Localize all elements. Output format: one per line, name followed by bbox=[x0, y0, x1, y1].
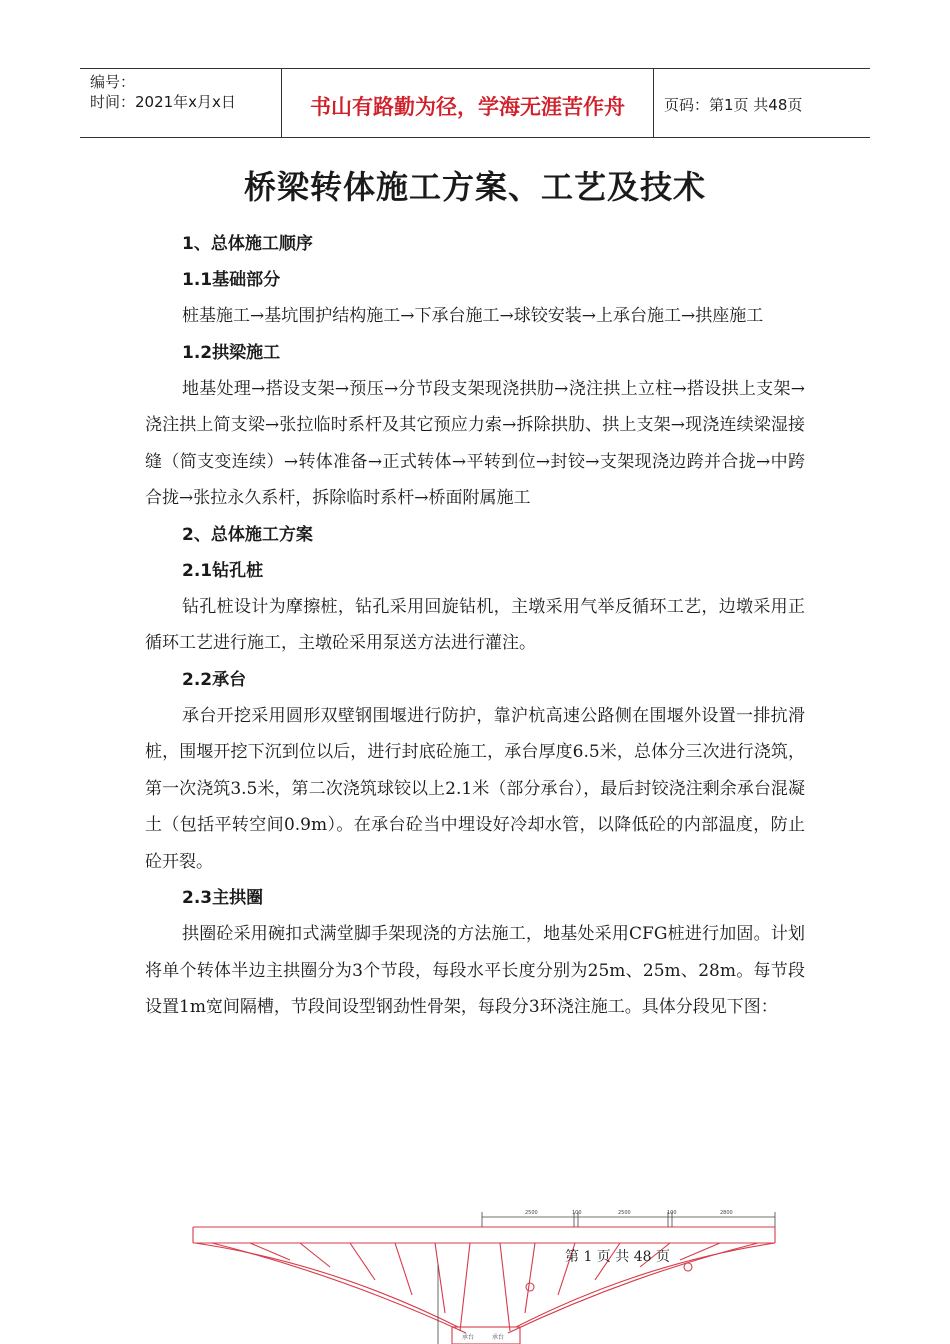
section-heading: 2.2承台 bbox=[182, 669, 247, 690]
dim-label-2: 100 bbox=[572, 1210, 582, 1216]
section-heading: 2、总体施工方案 bbox=[182, 524, 313, 545]
page-header bbox=[80, 68, 870, 138]
document-body bbox=[145, 226, 805, 1026]
section-paragraph: 承台开挖采用圆形双壁钢围堰进行防护，靠沪杭高速公路侧在围堰外设置一排抗滑桩，围堰开挖下沉到位以后，进行封底砼施工，承台厚度6.5米，总体分三次进行浇筑，第一次浇筑3.5米，第二次浇筑球铰以上2.1米（部分承台），最后封铰浇注剩余承台混凝土（包括平转空间0.9m）。在承台砼当中埋设好冷却水管，以降低砼的内部温度，防止砼开裂。 bbox=[145, 705, 805, 872]
dim-label-4: 100 bbox=[667, 1210, 677, 1216]
header-page-info: 页码：第1页 共48页 bbox=[664, 96, 803, 114]
section-heading: 1.1基础部分 bbox=[182, 270, 281, 290]
arch-segment-figure bbox=[190, 1205, 780, 1344]
dim-label-5: 2800 bbox=[720, 1210, 733, 1216]
section-heading: 2.3主拱圈 bbox=[182, 888, 264, 908]
header-info-cell bbox=[80, 69, 282, 137]
section-heading: 1.2拱梁施工 bbox=[182, 342, 281, 363]
section-paragraph: 地基处理→搭设支架→预压→分节段支架现浇拱肋→浇注拱上立柱→搭设拱上支架→浇注拱上简支梁→张拉临时系杆及其它预应力索→拆除拱肋、拱上支架→现浇连续梁湿接缝（简支变连续）→转体准备→正式转体→平转到位→封铰→支架现浇边跨并合拢→中跨合拢→张拉永久系杆，拆除临时系杆→桥面附属施工 bbox=[145, 378, 805, 508]
figure-page-overlay: 第 1 页 共 48 页 bbox=[565, 1249, 670, 1265]
header-motto-cell bbox=[282, 69, 654, 137]
section-paragraph: 拱圈砼采用碗扣式满堂脚手架现浇的方法施工，地基处采用CFG桩进行加固。计划将单个转体半边主拱圈分为3个节段，每段水平长度分别为25m、25m、28m。每节段设置1m宽间隔槽，节段间设型钢劲性骨架，每段分3环浇注施工。具体分段见下图： bbox=[145, 924, 805, 1017]
document-time-label: 时间：2021年x月x日 bbox=[90, 93, 236, 111]
section-heading: 1、总体施工顺序 bbox=[182, 234, 313, 254]
section-paragraph: 钻孔桩设计为摩擦桩，钻孔采用回旋钻机，主墩采用气举反循环工艺，边墩采用正循环工艺进行施工，主墩砼采用泵送方法进行灌注。 bbox=[145, 596, 805, 653]
pier-label-right: 承台 bbox=[492, 1334, 505, 1341]
document-title: 桥梁转体施工方案、工艺及技术 bbox=[243, 168, 706, 206]
left-arch-outer bbox=[195, 1243, 458, 1327]
section-heading: 2.1钻孔桩 bbox=[182, 560, 264, 581]
header-page-cell bbox=[654, 69, 870, 137]
dim-label-1: 2500 bbox=[525, 1210, 538, 1216]
left-arch-inner bbox=[212, 1243, 466, 1333]
pier-label-left: 承台 bbox=[462, 1334, 475, 1341]
header-motto: 书山有路勤为径，学海无涯苦作舟 bbox=[310, 95, 625, 119]
dim-label-3: 2500 bbox=[618, 1210, 631, 1216]
section-paragraph: 桩基施工→基坑围护结构施工→下承台施工→球铰安装→上承台施工→拱座施工 bbox=[182, 306, 764, 326]
document-number-label: 编号： bbox=[90, 73, 136, 91]
